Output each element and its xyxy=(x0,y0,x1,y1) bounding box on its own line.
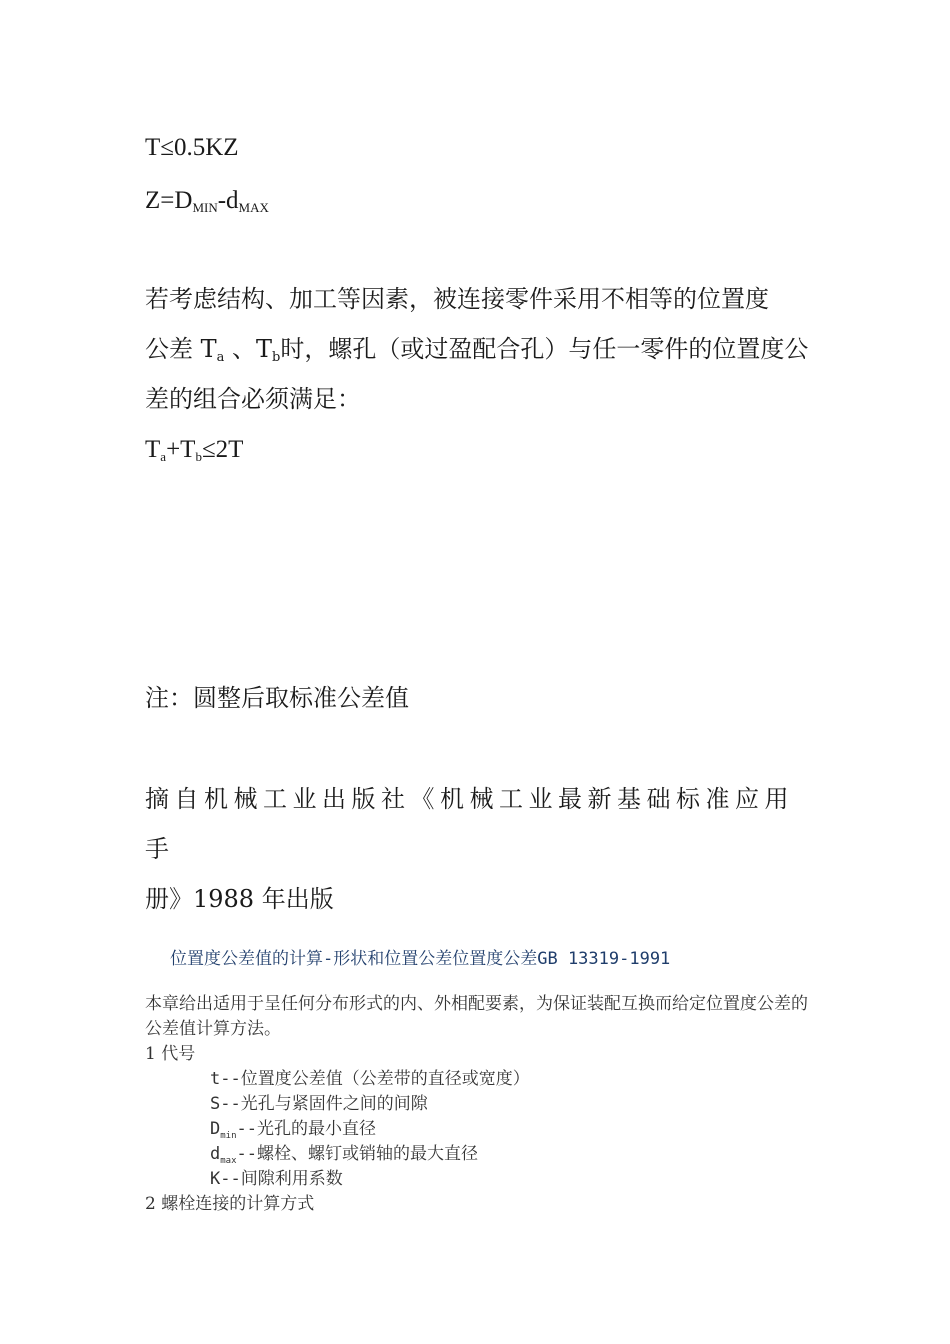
symbol-item: $d_{max}--$螺栓、螺钉或销轴的最大直径 xyxy=(210,1144,478,1166)
paragraph-line: 差的组合必须满足： xyxy=(145,385,361,413)
symbol-item: K--间隙利用系数 xyxy=(210,1169,343,1189)
symbol-item: $D_{min}--$光孔的最小直径 xyxy=(210,1119,376,1141)
symbol-item: t--位置度公差值（公差带的直径或宽度） xyxy=(210,1069,530,1089)
section-title: 位置度公差值的计算-形状和位置公差位置度公差GB 13319-1991 xyxy=(170,949,671,969)
formula-combined: $T_a+T_b\le 2T$ xyxy=(145,436,244,464)
symbol-item: S--光孔与紧固件之间的间隙 xyxy=(210,1094,428,1114)
paragraph-line: 公差 $T_a$ 、$T_b$时，螺孔（或过盈配合孔）与任一零件的位置度公 xyxy=(145,335,809,365)
unequal-tolerance-paragraph xyxy=(145,274,810,424)
citation-line: 摘自机械工业出版社《机械工业最新基础标准应用手 xyxy=(145,785,794,863)
list-heading-symbols: 1 代号 xyxy=(145,1044,196,1064)
note-text: 注：圆整后取标准公差值 xyxy=(145,684,409,712)
formula-tolerance: T≤0.5KZ xyxy=(145,134,239,161)
intro-paragraph: 本章给出适用于呈任何分布形式的内、外相配要素，为保证装配互换而给定位置度公差的公差值计算方法。 xyxy=(145,994,808,1039)
paragraph-line: 若考虑结构、加工等因素，被连接零件采用不相等的位置度 xyxy=(145,285,769,313)
list-heading-bolt-calc: 2 螺栓连接的计算方式 xyxy=(145,1194,315,1214)
formula-clearance: $Z=D_{MIN}-d_{MAX}$ xyxy=(145,187,269,215)
citation-line: 册》1988 年出版 xyxy=(145,885,334,913)
source-citation xyxy=(145,774,810,924)
